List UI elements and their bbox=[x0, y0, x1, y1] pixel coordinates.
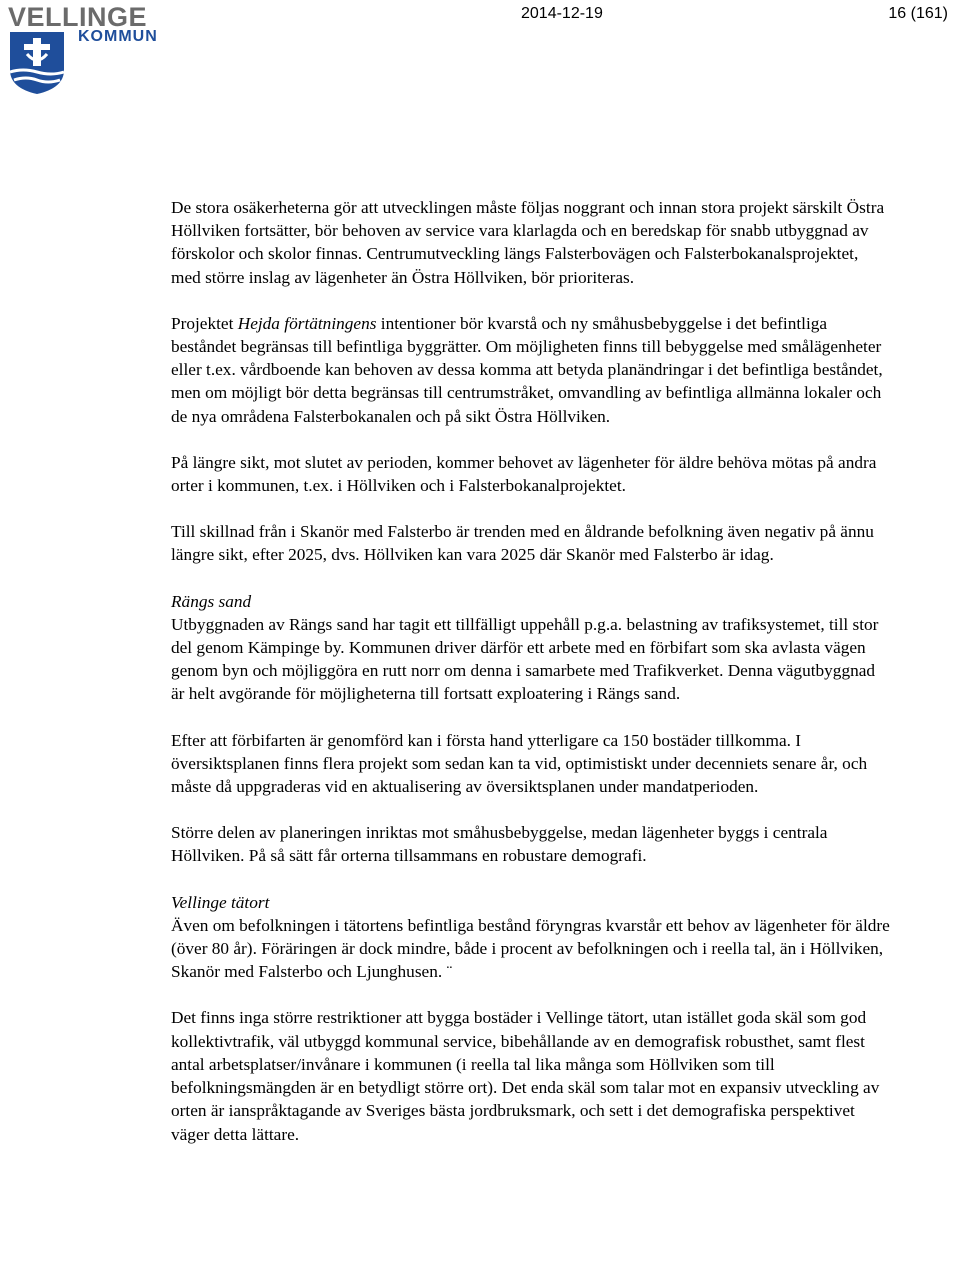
project-name: Hejda förtätningens bbox=[237, 313, 377, 333]
paragraph: Utbyggnaden av Rängs sand har tagit ett tillfälligt uppehåll p.g.a. belastning av trafiksystemet, till stor del genom Kämpinge by. Kommunen driver därför ett arbete med en förbifart som ska avlasta vägen genom byn och möjliggöra en rutt norr om denna i samarbete med Trafikverket. Denna vägutbyggnad är helt avgörande för möjligheterna till fortsatt exploatering i Rängs sand. bbox=[171, 614, 879, 704]
paragraph: På längre sikt, mot slutet av perioden, kommer behovet av lägenheter för äldre behöva mötas på andra orter i kommunen, t.ex. i Höllviken och i Falsterbokanalprojektet. bbox=[171, 452, 877, 496]
paragraph: Större delen av planeringen inriktas mot småhusbebyggelse, medan lägenheter byggs i centrala Höllviken. På så sätt får orterna tillsammans en robustare demografi. bbox=[171, 823, 828, 866]
paragraph-text: Projektet bbox=[171, 313, 238, 333]
paragraph: Efter att förbifarten är genomförd kan i första hand ytterligare ca 150 bostäder tillkomma. I översiktsplanen finns flera projekt som sedan kan ta vid, optimistiskt under decenniets senare år, och måste då uppgraderas vid en aktualisering av översiktsplanen under mandatperioden. bbox=[171, 730, 868, 797]
paragraph: Till skillnad från i Skanör med Falsterbo är trenden med en åldrande befolkning även negativ på ännu längre sikt, efter 2025, dvs. Höllviken kan vara 2025 där Skanör med Falsterbo är idag. bbox=[171, 522, 874, 565]
coat-of-arms-icon bbox=[8, 30, 66, 96]
vellinge-kommun-logo bbox=[8, 2, 168, 98]
paragraph: Det finns inga större restriktioner att bygga bostäder i Vellinge tätort, utan istället goda skäl som god kollektivtrafik, väl utbyggd kommunal service, bibehållande av en demografisk robusthet, samt flest antal arbetsplatser/invånare i kommunen (i reella tal lika många som Höllviken som till befolkningsmängden är en betydligt större ort). Det enda skäl som talar mot en expansiv utveckling av orten är ianspråktagande av Sveriges bästa jordbruksmark, och sett i det demografiska perspektivet väger detta lättare. bbox=[171, 1008, 880, 1144]
paragraph: De stora osäkerheterna gör att utvecklingen måste följas noggrant och innan stora projekt särskilt Östra Höllviken fortsätter, bör behoven av service vara klarlagda och en beredskap för snabb utbyggnad av förskolor och skolor finnas. Centrumutveckling längs Falsterbovägen och Falsterbokanalsprojektet, med större inslag av lägenheter än Östra Höllviken, bör prioriteras. bbox=[171, 198, 885, 287]
section-heading-rangs-sand: Rängs sand bbox=[171, 591, 252, 611]
logo-subtitle: KOMMUN bbox=[78, 28, 158, 45]
section-heading-vellinge-tatort: Vellinge tätort bbox=[171, 892, 270, 912]
paragraph bbox=[171, 312, 891, 428]
page-number: 16 (161) bbox=[888, 5, 948, 22]
page-header bbox=[0, 0, 960, 110]
paragraph-text: intentioner bör kvarstå och ny småhusbebyggelse i det befintliga beståndet begränsas till befintliga byggrätter. Om möjligheten finns till bebyggelse med smålägenheter eller t.ex. vårdboende kan behoven av dessa komma att betyda planändringar i det befintliga beståndet, men om möjligt bör detta begränsas till centrumstråket, omvandling av befintliga allmänna lokaler och de nya områdena Falsterbokanalen och på sikt Östra Höllviken. bbox=[171, 313, 883, 426]
header-date: 2014-12-19 bbox=[521, 5, 603, 22]
document-body bbox=[171, 196, 891, 1169]
logo-name: VELLINGE bbox=[8, 2, 148, 32]
paragraph: Även om befolkningen i tätortens befintliga bestånd föryngras kvarstår ett behov av lägenheter för äldre (över 80 år). Föräringen är dock mindre, både i procent av befolkningen och i reella tal, än i Höllviken, Skanör med Falsterbo och Ljunghusen. ¨ bbox=[171, 915, 890, 982]
